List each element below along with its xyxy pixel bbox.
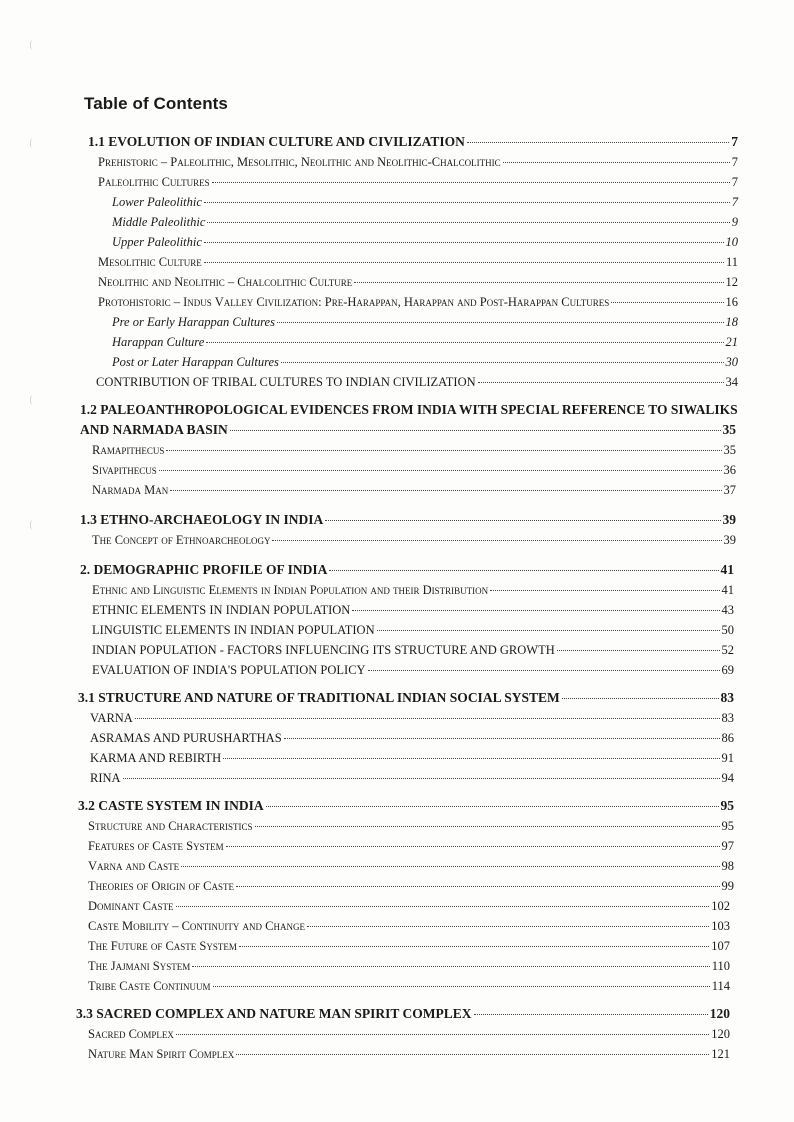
- toc-entry-title: Lower Paleolithic: [112, 195, 202, 209]
- dot-leader: [277, 322, 724, 323]
- dot-leader: [236, 886, 719, 887]
- dot-leader: [329, 570, 718, 571]
- toc-page-number: 34: [725, 375, 738, 389]
- toc-entry-title: 3.2 CASTE SYSTEM IN INDIA: [78, 798, 264, 813]
- toc-entry[interactable]: [92, 621, 734, 639]
- toc-page-number: 21: [725, 335, 738, 349]
- toc-page-number: 97: [721, 839, 734, 853]
- toc-entry[interactable]: [88, 817, 734, 835]
- toc-entry-title: Features of Caste System: [88, 839, 224, 853]
- toc-entry[interactable]: [88, 917, 730, 935]
- toc-entry-title: EVALUATION OF INDIA'S POPULATION POLICY: [92, 663, 366, 677]
- toc-entry[interactable]: [88, 937, 730, 955]
- toc-entry[interactable]: [112, 193, 738, 211]
- dot-leader: [503, 162, 730, 163]
- toc-entry-title: 3.3 SACRED COMPLEX AND NATURE MAN SPIRIT COMPLEX: [76, 1006, 472, 1021]
- toc-heading[interactable]: [78, 689, 734, 707]
- toc-heading[interactable]: [76, 1005, 730, 1023]
- toc-page-number: 36: [723, 463, 736, 477]
- dot-leader: [135, 718, 720, 719]
- toc-entry[interactable]: [98, 293, 738, 311]
- toc-entry[interactable]: [92, 441, 736, 459]
- toc-entry-title: 1.1 EVOLUTION OF INDIAN CULTURE AND CIVILIZATION: [88, 134, 465, 149]
- toc-entry[interactable]: [90, 709, 734, 727]
- dot-leader: [204, 242, 724, 243]
- toc-entry-title: Caste Mobility – Continuity and Change: [88, 919, 305, 933]
- dot-leader: [166, 450, 721, 451]
- toc-entry[interactable]: [92, 641, 734, 659]
- toc-page-number: 69: [721, 663, 734, 677]
- dot-leader: [325, 520, 720, 521]
- dot-leader: [354, 282, 723, 283]
- toc-page-number: 98: [721, 859, 734, 873]
- dot-leader: [204, 202, 730, 203]
- dot-leader: [239, 946, 709, 947]
- scan-margin-mark: [30, 395, 37, 405]
- toc-entry[interactable]: [96, 373, 738, 391]
- toc-entry-title: ASRAMAS AND PURUSHARTHAS: [90, 731, 282, 745]
- toc-page-number: 91: [721, 751, 734, 765]
- toc-heading-1-2-first-line: 1.2 PALEOANTHROPOLOGICAL EVIDENCES FROM INDIA WITH SPECIAL REFERENCE TO SIWALIKS: [80, 402, 738, 417]
- toc-page-number: 121: [711, 1047, 730, 1061]
- toc-entry[interactable]: [88, 897, 730, 915]
- toc-entry-title: RINA: [90, 771, 121, 785]
- toc-page-number: 7: [731, 195, 738, 209]
- toc-entry-title: Pre or Early Harappan Cultures: [112, 315, 275, 329]
- toc-page-number: 107: [711, 939, 730, 953]
- dot-leader: [352, 610, 719, 611]
- toc-page-number: 11: [725, 255, 738, 269]
- toc-entry-title: Varna and Caste: [88, 859, 180, 873]
- dot-leader: [611, 302, 723, 303]
- toc-entry[interactable]: [88, 877, 734, 895]
- toc-page-number: 99: [721, 879, 734, 893]
- dot-leader: [307, 926, 709, 927]
- toc-entry-title: Prehistoric – Paleolithic, Mesolithic, Neolithic and Neolithic-Chalcolithic: [98, 155, 501, 169]
- toc-heading[interactable]: [80, 421, 736, 439]
- toc-entry-title: Dominant Caste: [88, 899, 174, 913]
- dot-leader: [467, 142, 729, 143]
- dot-leader: [213, 986, 710, 987]
- dot-leader: [557, 650, 720, 651]
- toc-entry[interactable]: [90, 769, 734, 787]
- dot-leader: [207, 222, 729, 223]
- toc-page-number: 16: [725, 295, 738, 309]
- toc-entry-title: Sacred Complex: [88, 1027, 174, 1041]
- toc-page-number: 41: [721, 583, 734, 597]
- dot-leader: [490, 590, 719, 591]
- toc-page-number: 43: [721, 603, 734, 617]
- dot-leader: [377, 630, 720, 631]
- toc-page-number: 39: [722, 512, 736, 527]
- toc-entry[interactable]: [112, 213, 738, 231]
- toc-entry-title: AND NARMADA BASIN: [80, 422, 228, 437]
- dot-leader: [272, 540, 721, 541]
- toc-heading[interactable]: [88, 133, 738, 151]
- toc-page-number: 120: [711, 1027, 730, 1041]
- dot-leader: [562, 698, 719, 699]
- toc-entry[interactable]: [112, 233, 738, 251]
- toc-entry-title: Narmada Man: [92, 483, 169, 497]
- toc-entry-title: Protohistoric – Indus Valley Civilization: Pre-Harappan, Harappan and Post-Harappan Cultures: [98, 295, 610, 309]
- toc-entry[interactable]: [92, 531, 736, 549]
- dot-leader: [170, 490, 721, 491]
- toc-page-number: 39: [723, 533, 736, 547]
- toc-entry-title: Middle Paleolithic: [112, 215, 206, 229]
- toc-entry-title: 3.1 STRUCTURE AND NATURE OF TRADITIONAL INDIAN SOCIAL SYSTEM: [78, 690, 560, 705]
- toc-entry[interactable]: [92, 581, 734, 599]
- toc-entry-title: The Future of Caste System: [88, 939, 237, 953]
- dot-leader: [206, 342, 723, 343]
- toc-page-number: 94: [721, 771, 734, 785]
- toc-entry-title: Neolithic and Neolithic – Chalcolithic Culture: [98, 275, 353, 289]
- dot-leader: [284, 738, 720, 739]
- toc-page-number: 102: [711, 899, 730, 913]
- toc-entry[interactable]: [98, 173, 738, 191]
- dot-leader: [368, 670, 720, 671]
- dot-leader: [176, 906, 710, 907]
- toc-heading[interactable]: [80, 511, 736, 529]
- toc-entry[interactable]: [98, 153, 738, 171]
- toc-entry-title: Nature Man Spirit Complex: [88, 1047, 235, 1061]
- toc-page-number: 7: [731, 134, 738, 149]
- toc-entry[interactable]: [88, 977, 730, 995]
- toc-entry-title: Ramapithecus: [92, 443, 165, 457]
- toc-entry-title: Structure and Characteristics: [88, 819, 253, 833]
- toc-page-number: 50: [721, 623, 734, 637]
- toc-page-number: 7: [731, 175, 738, 189]
- toc-page-number: 103: [711, 919, 730, 933]
- dot-leader: [181, 866, 719, 867]
- toc-entry-title: 1.3 ETHNO-ARCHAEOLOGY IN INDIA: [80, 512, 324, 527]
- toc-page-number: 30: [725, 355, 738, 369]
- dot-leader: [478, 382, 724, 383]
- toc-entry-title: 2. DEMOGRAPHIC PROFILE OF INDIA: [80, 562, 328, 577]
- toc-entry[interactable]: [92, 461, 736, 479]
- dot-leader: [255, 826, 720, 827]
- toc-entry[interactable]: [88, 1025, 730, 1043]
- dot-leader: [123, 778, 720, 779]
- dot-leader: [266, 806, 719, 807]
- dot-leader: [474, 1014, 708, 1015]
- dot-leader: [236, 1054, 709, 1055]
- toc-entry-title: CONTRIBUTION OF TRIBAL CULTURES TO INDIAN CIVILIZATION: [96, 375, 476, 389]
- dot-leader: [159, 470, 722, 471]
- toc-entry-title: KARMA AND REBIRTH: [90, 751, 222, 765]
- dot-leader: [204, 262, 724, 263]
- toc-page-number: 7: [731, 155, 738, 169]
- toc-page-number: 83: [721, 711, 734, 725]
- toc-entry[interactable]: [112, 353, 738, 371]
- toc-heading[interactable]: [78, 797, 734, 815]
- dot-leader: [192, 966, 710, 967]
- page-title: Table of Contents: [84, 94, 228, 113]
- toc-page-number: 37: [723, 483, 736, 497]
- toc-entry[interactable]: [88, 837, 734, 855]
- toc-page-number: 83: [720, 690, 734, 705]
- toc-entry[interactable]: [90, 729, 734, 747]
- toc-entry-title: The Concept of Ethnoarcheology: [92, 533, 271, 547]
- toc-heading[interactable]: [80, 561, 734, 579]
- toc-entry[interactable]: [88, 1045, 730, 1063]
- dot-leader: [176, 1034, 709, 1035]
- toc-entry[interactable]: [112, 313, 738, 331]
- toc-page-number: 95: [721, 819, 734, 833]
- toc-entry-title: INDIAN POPULATION - FACTORS INFLUENCING ITS STRUCTURE AND GROWTH: [92, 643, 555, 657]
- toc-entry-title: ETHNIC ELEMENTS IN INDIAN POPULATION: [92, 603, 351, 617]
- dot-leader: [223, 758, 719, 759]
- toc-page-number: 35: [722, 422, 736, 437]
- toc-entry-title: LINGUISTIC ELEMENTS IN INDIAN POPULATION: [92, 623, 375, 637]
- toc-entry-title: The Jajmani System: [88, 959, 191, 973]
- toc-entry[interactable]: [98, 253, 738, 271]
- scan-margin-mark: [30, 138, 37, 148]
- toc-page-number: 35: [723, 443, 736, 457]
- toc-entry-title: Post or Later Harappan Cultures: [112, 355, 279, 369]
- dot-leader: [212, 182, 730, 183]
- toc-entry[interactable]: [98, 273, 738, 291]
- toc-page-number: 10: [725, 235, 738, 249]
- toc-entry-title: Harappan Culture: [112, 335, 205, 349]
- toc-page-number: 18: [725, 315, 738, 329]
- toc-entry[interactable]: [92, 481, 736, 499]
- dot-leader: [230, 430, 721, 431]
- toc-page-number: 9: [731, 215, 738, 229]
- toc-page-number: 110: [711, 959, 730, 973]
- toc-page-number: 95: [720, 798, 734, 813]
- dot-leader: [281, 362, 724, 363]
- toc-page-number: 120: [709, 1006, 730, 1021]
- scan-margin-mark: [30, 40, 37, 50]
- toc-entry[interactable]: [88, 957, 730, 975]
- toc-page-number: 41: [720, 562, 734, 577]
- toc-entry[interactable]: [92, 661, 734, 679]
- toc-entry-title: Theories of Origin of Caste: [88, 879, 235, 893]
- toc-entry-title: Ethnic and Linguistic Elements in Indian Population and their Distribution: [92, 583, 489, 597]
- toc-entry[interactable]: [90, 749, 734, 767]
- scan-margin-mark: [30, 520, 37, 530]
- toc-page-number: 86: [721, 731, 734, 745]
- toc-entry[interactable]: [92, 601, 734, 619]
- toc-entry-title: Paleolithic Cultures: [98, 175, 210, 189]
- toc-page-number: 114: [711, 979, 730, 993]
- toc-entry[interactable]: [88, 857, 734, 875]
- toc-entry[interactable]: [112, 333, 738, 351]
- toc-page-number: 12: [725, 275, 738, 289]
- dot-leader: [226, 846, 720, 847]
- toc-page-number: 52: [721, 643, 734, 657]
- toc-entry-title: Sivapithecus: [92, 463, 157, 477]
- toc-entry-title: Upper Paleolithic: [112, 235, 202, 249]
- toc-entry-title: Mesolithic Culture: [98, 255, 202, 269]
- toc-entry-title: Tribe Caste Continuum: [88, 979, 211, 993]
- toc-entry-title: VARNA: [90, 711, 133, 725]
